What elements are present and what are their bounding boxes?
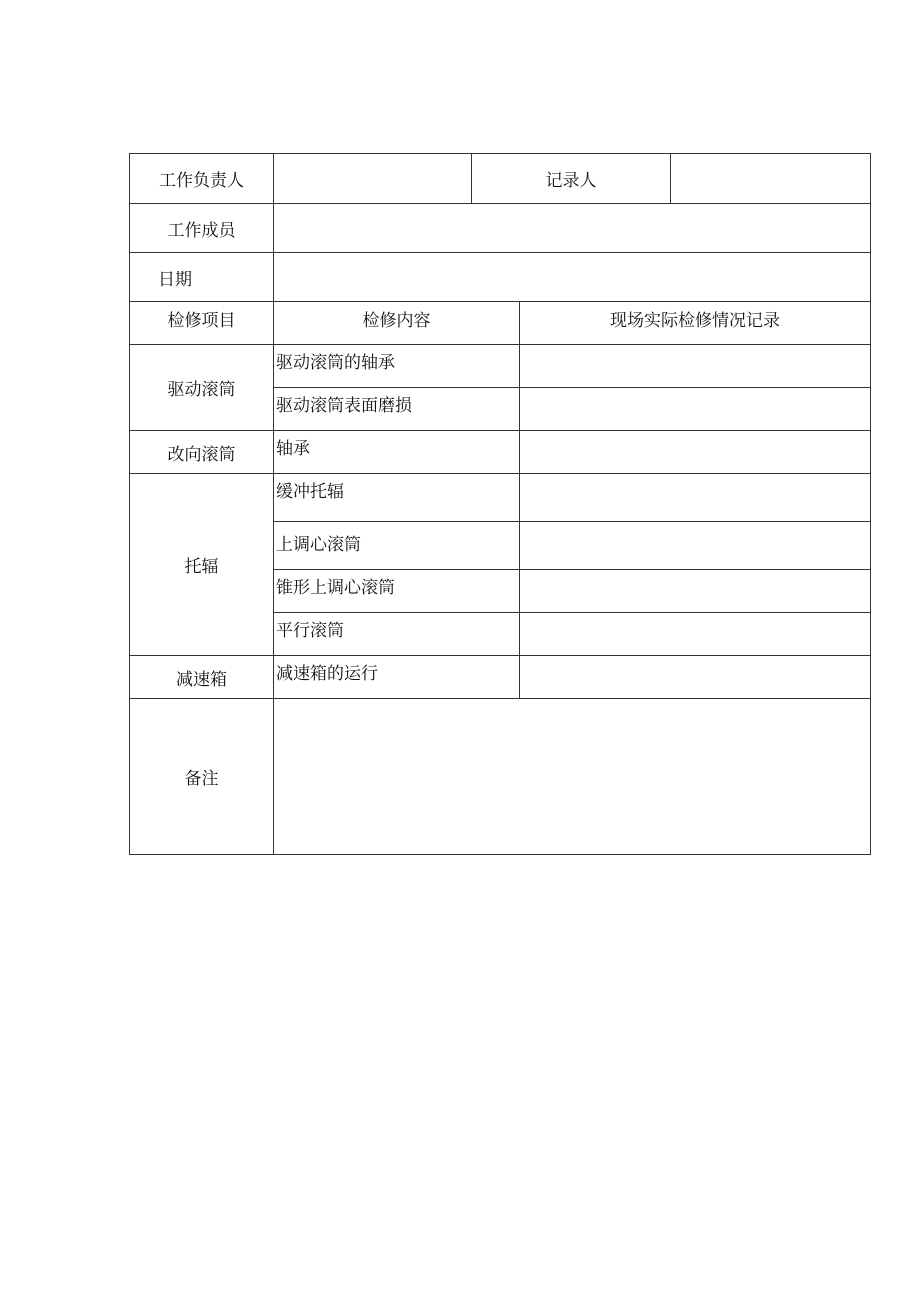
record-field[interactable] (520, 474, 871, 522)
record-field[interactable] (520, 613, 871, 656)
content-cell: 驱动滚筒表面磨损 (274, 388, 520, 431)
members-row (130, 204, 871, 253)
content-cell: 轴承 (274, 431, 520, 474)
inspection-table (129, 153, 871, 855)
content-cell: 驱动滚筒的轴承 (274, 345, 520, 388)
record-field[interactable] (520, 522, 871, 570)
header-content: 检修内容 (274, 302, 520, 345)
remarks-row (130, 699, 871, 855)
record-field[interactable] (520, 388, 871, 431)
record-field[interactable] (520, 656, 871, 699)
inspection-form (129, 153, 870, 855)
leader-row (130, 154, 871, 204)
header-row (130, 302, 871, 345)
item-label: 托辐 (130, 474, 274, 656)
remarks-field[interactable] (274, 699, 871, 855)
remarks-label: 备注 (130, 699, 274, 855)
record-field[interactable] (520, 431, 871, 474)
leader-field[interactable] (274, 154, 472, 204)
header-record: 现场实际检修情况记录 (520, 302, 871, 345)
date-row (130, 253, 871, 302)
date-label: 日期 (130, 253, 274, 302)
content-cell: 减速箱的运行 (274, 656, 520, 699)
table-row (130, 656, 871, 699)
item-label: 驱动滚筒 (130, 345, 274, 431)
item-label: 减速箱 (130, 656, 274, 699)
table-row (130, 474, 871, 522)
record-field[interactable] (520, 570, 871, 613)
header-item: 检修项目 (130, 302, 274, 345)
item-label: 改向滚筒 (130, 431, 274, 474)
table-row (130, 431, 871, 474)
content-cell: 缓冲托辐 (274, 474, 520, 522)
content-cell: 锥形上调心滚筒 (274, 570, 520, 613)
table-row (130, 345, 871, 388)
date-field[interactable] (274, 253, 871, 302)
content-cell: 平行滚筒 (274, 613, 520, 656)
content-cell: 上调心滚筒 (274, 522, 520, 570)
members-label: 工作成员 (130, 204, 274, 253)
recorder-label: 记录人 (472, 154, 671, 204)
recorder-field[interactable] (671, 154, 871, 204)
record-field[interactable] (520, 345, 871, 388)
leader-label: 工作负责人 (130, 154, 274, 204)
members-field[interactable] (274, 204, 871, 253)
